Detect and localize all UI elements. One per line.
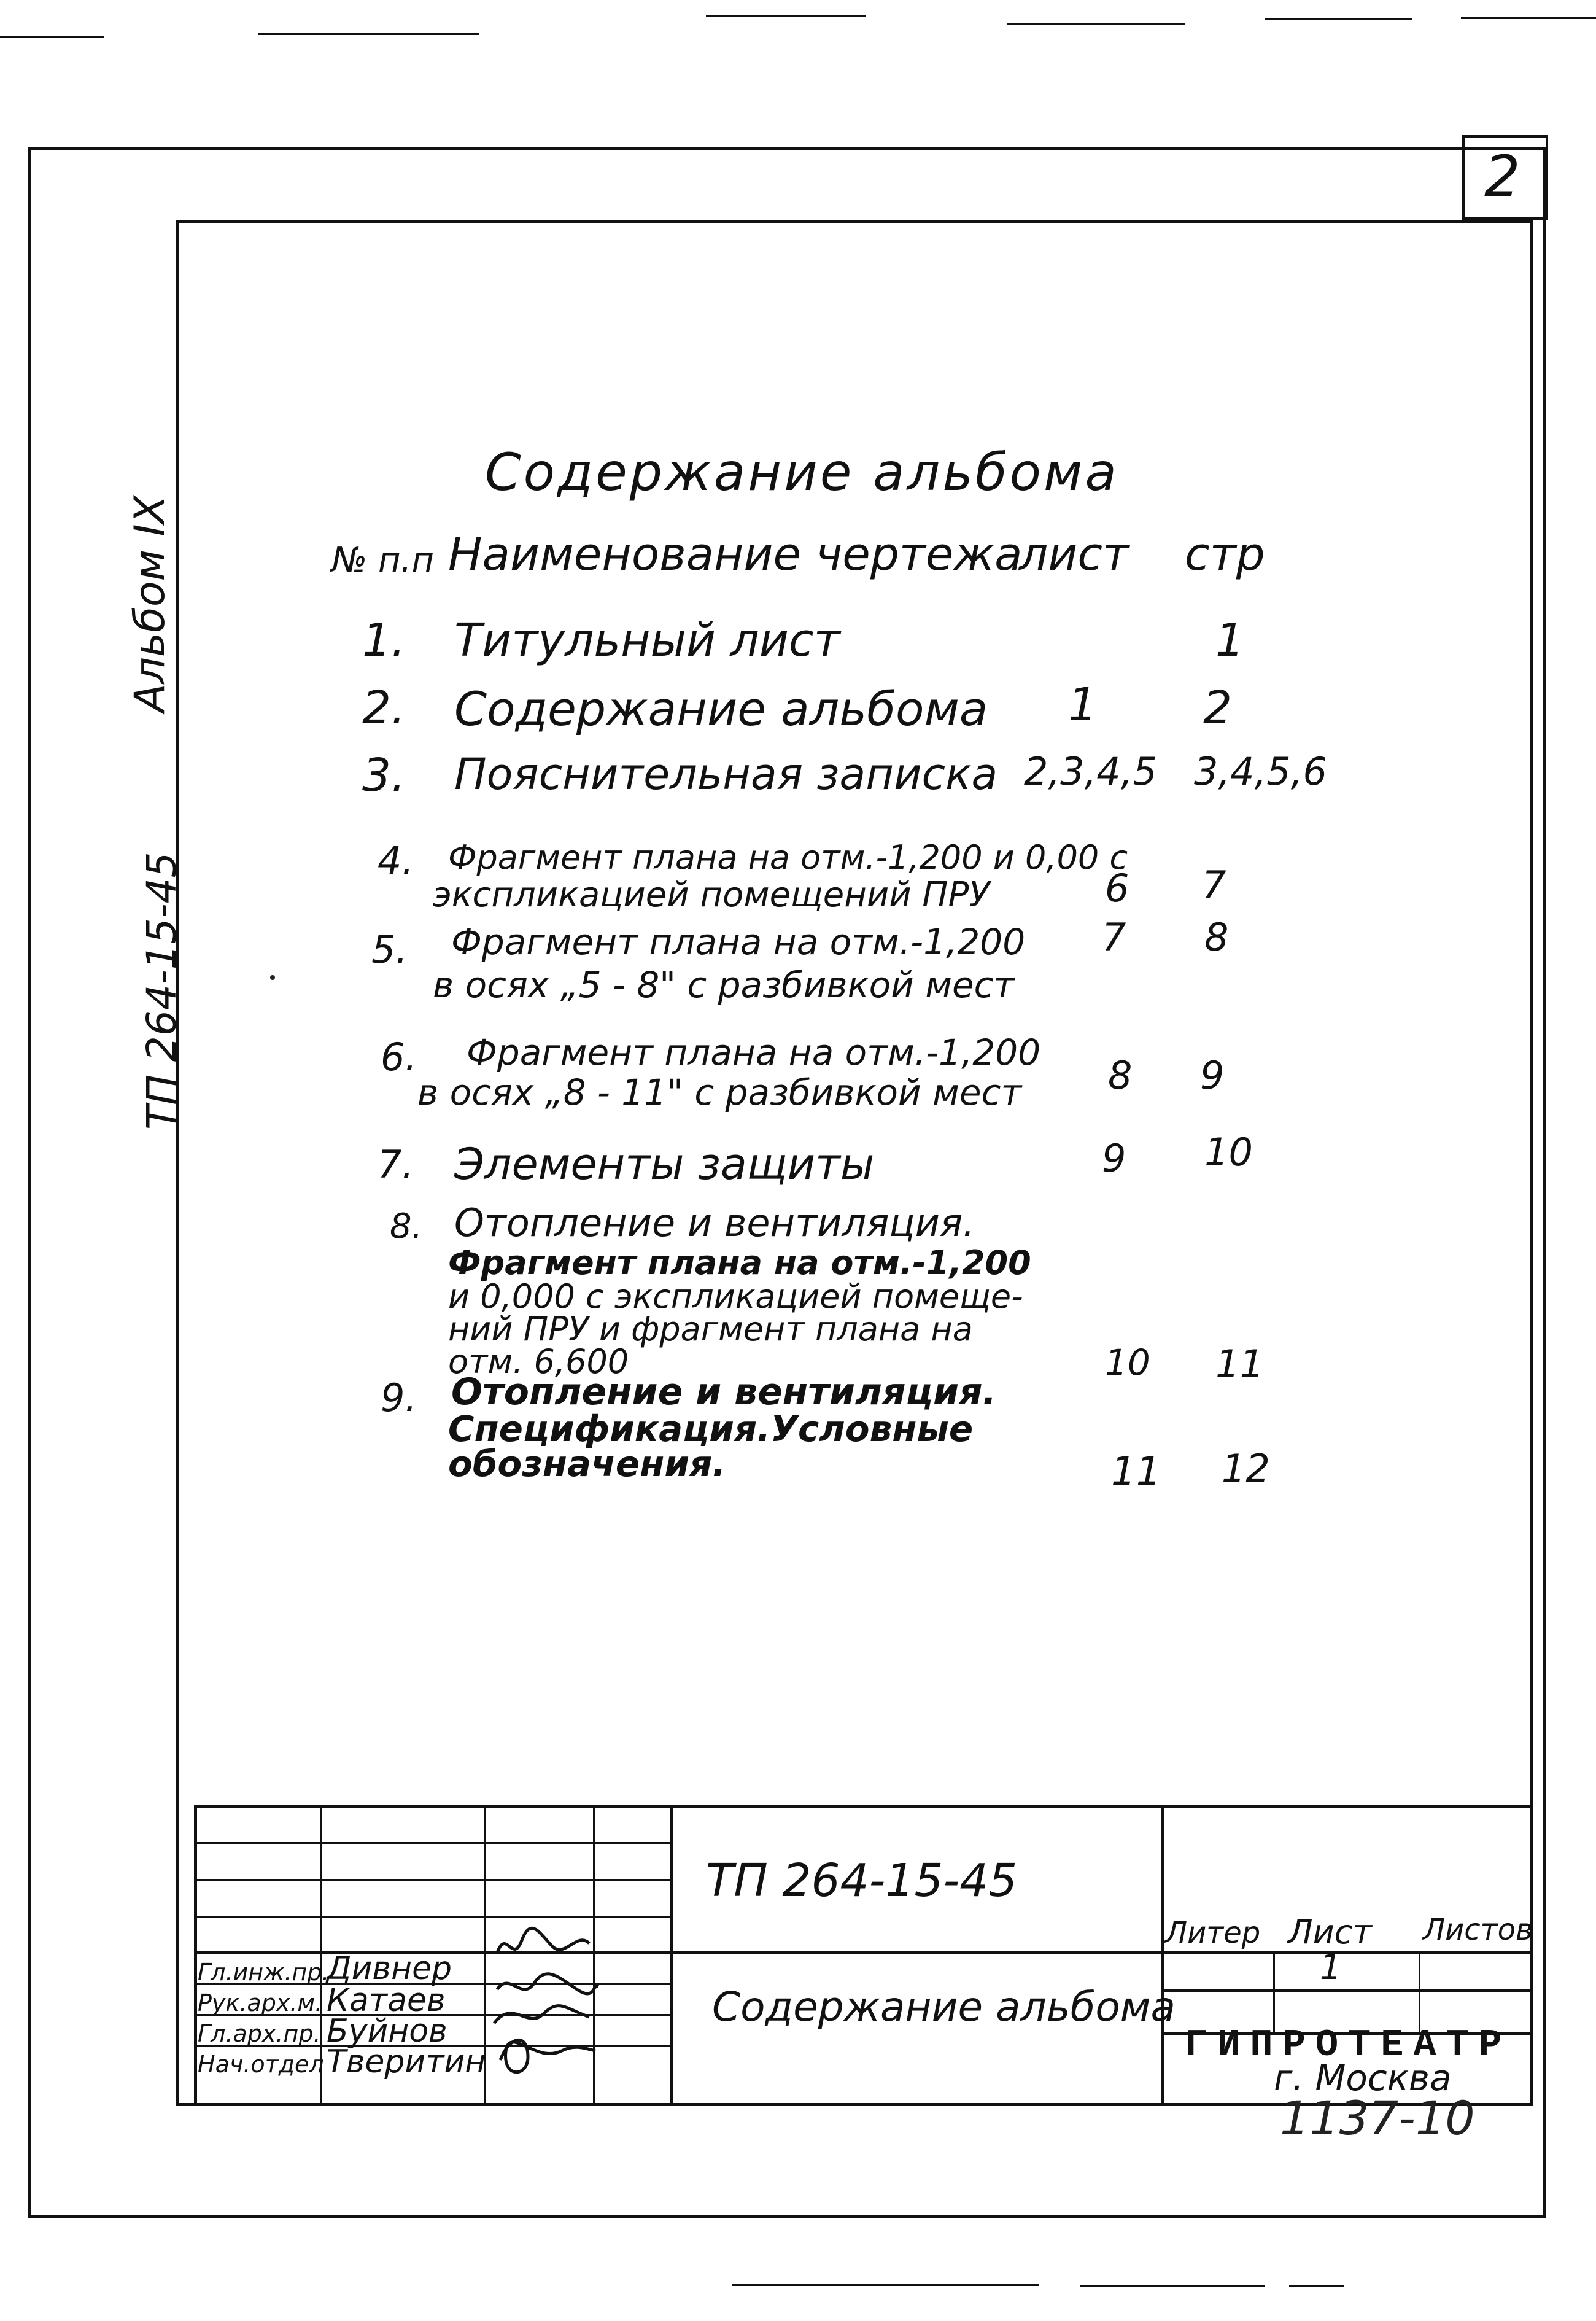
page-number: 2: [1484, 144, 1520, 209]
row-4-number: 4.: [378, 838, 414, 883]
row-9-page: 12: [1222, 1446, 1270, 1491]
row-5-number: 5.: [371, 927, 408, 972]
row-1-name: Титульный лист: [454, 614, 840, 667]
signature-name-4: Тверитин: [327, 2043, 486, 2080]
stage-label: Литер: [1165, 1916, 1261, 1950]
row-6-number: 6.: [381, 1035, 417, 1079]
signature-name-2: Катаев: [327, 1982, 446, 2019]
row-8-line-1: Отопление и вентиляция.: [454, 1200, 975, 1245]
row-8-sheet: 10: [1105, 1342, 1150, 1383]
row-8-page: 11: [1215, 1342, 1264, 1386]
row-9-line-3: обозначения.: [448, 1443, 726, 1485]
row-4-page: 7: [1202, 863, 1226, 908]
row-7-name: Элементы защиты: [454, 1139, 875, 1189]
row-4-line-1: Фрагмент плана на отм.-1,200 и 0,00 с: [448, 838, 1128, 877]
row-3-name: Пояснительная записка: [454, 749, 998, 799]
row-5-sheet: 7: [1102, 915, 1126, 960]
sheet-value: 1: [1320, 1948, 1342, 1988]
row-8-line-4: ний ПРУ и фрагмент плана на: [448, 1310, 973, 1348]
row-5-line-2: в осях „5 - 8" с разбивкой мест: [433, 964, 1015, 1006]
row-8-line-5: отм. 6,600: [448, 1342, 629, 1381]
row-3-page: 3,4,5,6: [1194, 749, 1327, 794]
signature-role-4: Нач.отдел: [198, 2051, 324, 2078]
city: г. Москва: [1274, 2057, 1452, 2099]
sheet-label: Лист: [1288, 1913, 1372, 1951]
signature-role-2: Рук.арх.м.: [198, 1989, 323, 2016]
row-5-page: 8: [1204, 915, 1229, 960]
row-9-line-2: Спецификация.Условные: [448, 1408, 974, 1450]
signature-name-1: Дивнер: [327, 1950, 452, 1987]
row-2-number: 2.: [362, 682, 406, 734]
title-block-code: ТП 264-15-45: [706, 1854, 1018, 1907]
row-1-page: 1: [1215, 614, 1245, 667]
side-code: ТП 264-15-45: [138, 852, 185, 1130]
header-page: стр: [1185, 528, 1265, 581]
signature-role-1: Гл.инж.пр.: [198, 1959, 330, 1986]
row-7-number: 7.: [378, 1142, 414, 1187]
row-9-sheet: 11: [1111, 1449, 1161, 1495]
contents-title: Содержание альбома: [485, 442, 1119, 502]
row-2-sheet: 1: [1068, 678, 1098, 731]
row-4-line-2: экспликацией помещений ПРУ: [433, 875, 990, 915]
handwritten-signatures: [485, 1916, 608, 2088]
row-6-line-1: Фрагмент плана на отм.-1,200: [467, 1032, 1041, 1073]
album-label: Альбом IX: [126, 495, 174, 712]
row-6-sheet: 8: [1108, 1053, 1133, 1098]
row-2-name: Содержание альбома: [454, 682, 988, 736]
header-number: № п.п: [331, 540, 435, 580]
row-8-number: 8.: [390, 1207, 423, 1246]
row-5-line-1: Фрагмент плана на отм.-1,200: [451, 921, 1026, 963]
scan-dot: [270, 975, 275, 980]
row-3-sheet: 2,3,4,5: [1024, 749, 1157, 794]
row-4-sheet: 6: [1105, 866, 1129, 911]
row-9-number: 9.: [381, 1375, 417, 1420]
row-2-page: 2: [1203, 682, 1233, 734]
row-8-line-2: Фрагмент плана на отм.-1,200: [448, 1243, 1031, 1282]
sheets-label: Листов: [1423, 1913, 1533, 1947]
title-block-drawing-title: Содержание альбома: [712, 1983, 1176, 2031]
row-7-sheet: 9: [1102, 1136, 1126, 1181]
signature-name-3: Буйнов: [327, 2013, 447, 2050]
row-6-page: 9: [1200, 1053, 1225, 1098]
organization: ГИПРОТЕАТР: [1185, 2023, 1512, 2067]
row-8-line-3: и 0,000 с экспликацией помеще-: [448, 1277, 1023, 1316]
header-name: Наименование чертежа: [448, 528, 1023, 581]
signature-role-3: Гл.арх.пр.: [198, 2020, 321, 2047]
row-9-line-1: Отопление и вентиляция.: [451, 1370, 997, 1413]
row-7-page: 10: [1204, 1130, 1253, 1175]
row-3-number: 3.: [362, 749, 406, 802]
header-sheet: лист: [1019, 528, 1129, 581]
row-6-line-2: в осях „8 - 11" с разбивкой мест: [417, 1071, 1022, 1113]
archive-number: 1137-10: [1280, 2091, 1475, 2145]
row-1-number: 1.: [362, 614, 406, 667]
